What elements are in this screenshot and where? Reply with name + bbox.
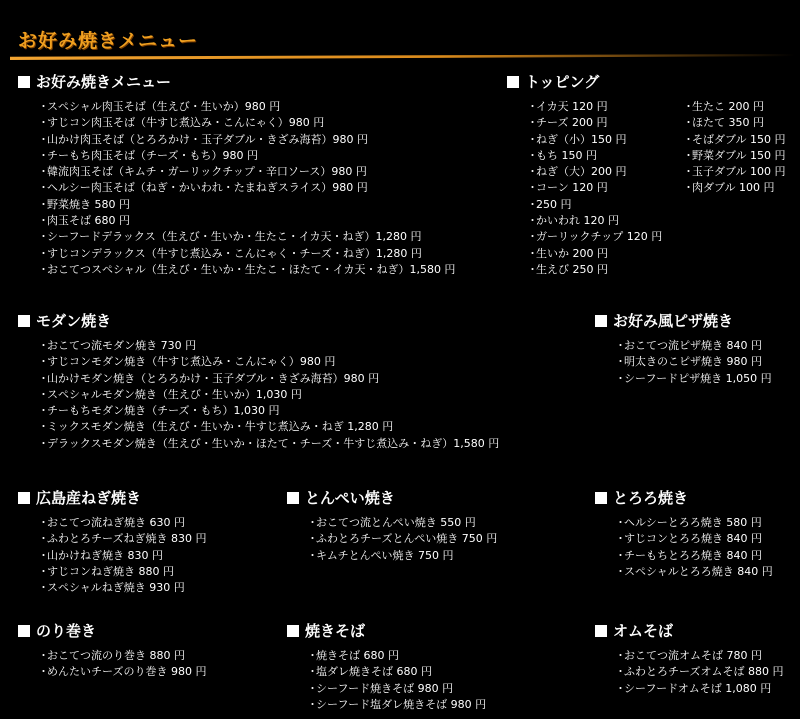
bullet-dot: ・: [615, 516, 626, 529]
menu-item: [527, 262, 662, 278]
bullet-dot: ・: [38, 355, 49, 369]
menu-item: [38, 580, 206, 596]
bullet-dot: ・: [683, 181, 694, 195]
menu-item: [38, 115, 455, 131]
menu-item-label: 肉ダブル 100 円: [692, 181, 775, 195]
menu-item-label: ふわとろチーズとんぺい焼き 750 円: [316, 532, 498, 546]
menu-item-label: チーもち肉玉そば（チーズ・もち）980 円: [47, 148, 258, 162]
bullet-dot: ・: [683, 165, 694, 179]
menu-item: [527, 132, 662, 148]
menu-item: [38, 354, 499, 370]
square-bullet-icon: [18, 76, 30, 88]
bullet-dot: ・: [307, 548, 318, 562]
section-pizza: [595, 311, 733, 331]
menu-item-label: おこてつ流モダン焼き 730 円: [47, 339, 197, 352]
section-title: お好み風ピザ焼き: [613, 312, 734, 330]
menu-item: [615, 681, 783, 697]
menu-item-label: すじコンデラックス（牛すじ煮込み・こんにゃく・チーズ・ねぎ）1,280 円: [47, 246, 422, 260]
menu-item-label: もち 150 円: [536, 148, 597, 162]
item-list-norimaki: [38, 648, 206, 681]
section-title: のり巻き: [36, 622, 97, 640]
bullet-dot: ・: [307, 681, 318, 695]
menu-item-label: ヘルシーとろろ焼き 580 円: [624, 516, 762, 529]
menu-item: [307, 681, 486, 697]
menu-item-label: シーフード塩ダレ焼きそば 980 円: [316, 697, 487, 711]
menu-item: [615, 531, 773, 547]
menu-item: [38, 180, 455, 196]
menu-item: [683, 164, 786, 180]
menu-item-label: かいわれ 120 円: [536, 214, 619, 228]
menu-item: [38, 648, 206, 664]
menu-item-label: おこてつ流ねぎ焼き 630 円: [47, 516, 185, 529]
menu-item: [38, 229, 455, 245]
bullet-dot: ・: [38, 548, 49, 562]
bullet-dot: ・: [38, 581, 49, 595]
section-hiroshima: [18, 488, 141, 508]
menu-item-label: イカ天 120 円: [536, 100, 608, 113]
bullet-dot: ・: [683, 116, 694, 130]
menu-item-label: 塩ダレ焼きそば 680 円: [316, 665, 432, 679]
menu-item: [307, 548, 497, 564]
menu-item: [38, 164, 455, 180]
menu-item: [38, 548, 206, 564]
page-title: お好み焼きメニュー: [18, 30, 199, 52]
bullet-dot: ・: [615, 548, 626, 562]
menu-item-label: 明太きのこピザ焼き 980 円: [624, 355, 762, 369]
bullet-dot: ・: [527, 116, 538, 130]
bullet-dot: ・: [38, 436, 49, 450]
menu-item: [38, 371, 499, 387]
menu-item: [38, 436, 499, 452]
menu-item-label: 肉玉そば 680 円: [47, 214, 130, 228]
menu-item-label: 生たこ 200 円: [692, 100, 764, 113]
menu-item-label: 山かけねぎ焼き 830 円: [47, 548, 163, 562]
bullet-dot: ・: [38, 420, 49, 434]
item-list-okonomiyaki: [38, 99, 455, 278]
bullet-dot: ・: [527, 197, 538, 211]
menu-item-label: 山かけモダン焼き（とろろかけ・玉子ダブル・きざみ海苔）980 円: [47, 371, 380, 385]
bullet-dot: ・: [683, 148, 694, 162]
bullet-dot: ・: [38, 132, 49, 146]
menu-item: [307, 531, 497, 547]
bullet-dot: ・: [615, 649, 626, 662]
menu-item-label: ふわとろチーズオムそば 880 円: [624, 665, 784, 679]
bullet-dot: ・: [615, 339, 626, 352]
bullet-dot: ・: [615, 564, 626, 578]
item-list-yakisoba: [307, 648, 486, 713]
section-norimaki: [18, 621, 96, 641]
item-list-modern: [38, 338, 499, 452]
square-bullet-icon: [18, 315, 30, 327]
menu-item-label: すじコン肉玉そば（牛すじ煮込み・こんにゃく）980 円: [47, 116, 325, 130]
bullet-dot: ・: [38, 262, 49, 276]
menu-item: [527, 164, 662, 180]
menu-item: [38, 564, 206, 580]
bullet-dot: ・: [38, 665, 49, 679]
menu-item-label: ミックスモダン焼き（生えび・生いか・牛すじ煮込み・ねぎ 1,280 円: [47, 420, 394, 434]
bullet-dot: ・: [38, 116, 49, 130]
section-title: とんぺい焼き: [305, 489, 395, 507]
bullet-dot: ・: [615, 355, 626, 369]
menu-item: [307, 664, 486, 680]
bullet-dot: ・: [38, 387, 49, 401]
menu-item: [38, 197, 455, 213]
menu-item: [527, 246, 662, 262]
menu-item-label: シーフードオムそば 1,080 円: [624, 681, 772, 695]
item-list-pizza: [615, 338, 772, 387]
section-title: 広島産ねぎ焼き: [36, 489, 142, 507]
bullet-dot: ・: [527, 132, 538, 146]
menu-item-label: シーフードピザ焼き 1,050 円: [624, 371, 772, 385]
bullet-dot: ・: [307, 665, 318, 679]
menu-item-label: おこてつ流のり巻き 880 円: [47, 649, 185, 662]
section-title: オムそば: [613, 622, 674, 640]
menu-item-label: ガーリックチップ 120 円: [536, 230, 663, 244]
menu-item: [683, 148, 786, 164]
bullet-dot: ・: [527, 165, 538, 179]
bullet-dot: ・: [38, 100, 49, 113]
menu-item-label: コーン 120 円: [536, 181, 608, 195]
menu-item-label: すじコンモダン焼き（牛すじ煮込み・こんにゃく）980 円: [47, 355, 336, 369]
menu-item-label: スペシャルモダン焼き（生えび・生いか）1,030 円: [47, 387, 302, 401]
square-bullet-icon: [287, 625, 299, 637]
menu-item: [527, 213, 662, 229]
menu-item: [615, 648, 783, 664]
item-list-hiroshima: [38, 515, 206, 596]
menu-item: [38, 262, 455, 278]
menu-item-label: ほたて 350 円: [692, 116, 764, 130]
bullet-dot: ・: [527, 148, 538, 162]
bullet-dot: ・: [38, 165, 49, 179]
square-bullet-icon: [18, 492, 30, 504]
section-title: とろろ焼き: [613, 489, 689, 507]
menu-item: [615, 371, 772, 387]
section-title: 焼きそば: [305, 622, 366, 640]
menu-item: [527, 148, 662, 164]
bullet-dot: ・: [38, 404, 49, 418]
bullet-dot: ・: [38, 564, 49, 578]
menu-item: [527, 229, 662, 245]
menu-item: [307, 648, 486, 664]
bullet-dot: ・: [38, 181, 49, 195]
menu-item-label: おこてつ流オムそば 780 円: [624, 649, 762, 662]
menu-item-label: ねぎ（小）150 円: [536, 132, 627, 146]
menu-item-label: めんたいチーズのり巻き 980 円: [47, 665, 207, 679]
bullet-dot: ・: [38, 230, 49, 244]
menu-item-label: ねぎ（大）200 円: [536, 165, 627, 179]
menu-item: [38, 132, 455, 148]
item-list-tororo: [615, 515, 773, 580]
menu-item-label: すじコンとろろ焼き 840 円: [624, 532, 762, 546]
bullet-dot: ・: [38, 532, 49, 546]
menu-item: [307, 515, 497, 531]
square-bullet-icon: [595, 625, 607, 637]
bullet-dot: ・: [307, 532, 318, 546]
menu-item: [527, 115, 662, 131]
bullet-dot: ・: [38, 339, 49, 352]
bullet-dot: ・: [527, 100, 538, 113]
menu-item: [527, 99, 662, 115]
menu-item-label: 野菜焼き 580 円: [47, 197, 130, 211]
bullet-dot: ・: [307, 697, 318, 711]
menu-item-label: ヘルシー肉玉そば（ねぎ・かいわれ・たまねぎスライス）980 円: [47, 181, 368, 195]
section-omusoba: [595, 621, 673, 641]
bullet-dot: ・: [527, 262, 538, 276]
menu-item: [38, 99, 455, 115]
item-list-tonpei: [307, 515, 497, 564]
bullet-dot: ・: [307, 516, 318, 529]
square-bullet-icon: [595, 315, 607, 327]
page-header: [0, 0, 800, 64]
menu-item: [615, 354, 772, 370]
bullet-dot: ・: [615, 532, 626, 546]
bullet-dot: ・: [527, 181, 538, 195]
section-modern: [18, 311, 111, 331]
menu-item-label: シーフード焼きそば 980 円: [316, 681, 454, 695]
square-bullet-icon: [18, 625, 30, 637]
menu-item: [38, 515, 206, 531]
bullet-dot: ・: [38, 516, 49, 529]
menu-item-label: スペシャルとろろ焼き 840 円: [624, 564, 773, 578]
menu-item: [38, 419, 499, 435]
bullet-dot: ・: [307, 649, 318, 662]
menu-item-label: 250 円: [536, 197, 572, 211]
menu-item: [615, 548, 773, 564]
header-brush-line: [10, 54, 795, 60]
square-bullet-icon: [507, 76, 519, 88]
item-list-topping-right: [683, 99, 786, 197]
menu-item-label: チーズ 200 円: [536, 116, 608, 130]
menu-item-label: おこてつスペシャル（生えび・生いか・生たこ・ほたて・イカ天・ねぎ）1,580 円: [47, 262, 456, 276]
bullet-dot: ・: [38, 371, 49, 385]
menu-item-label: おこてつ流とんぺい焼き 550 円: [316, 516, 476, 529]
menu-item-label: チーもちモダン焼き（チーズ・もち）1,030 円: [47, 404, 280, 418]
menu-item-label: 野菜ダブル 150 円: [692, 148, 786, 162]
bullet-dot: ・: [38, 649, 49, 662]
menu-item: [307, 697, 486, 713]
bullet-dot: ・: [38, 197, 49, 211]
menu-item-label: ふわとろチーズねぎ焼き 830 円: [47, 532, 207, 546]
menu-item: [615, 664, 783, 680]
section-topping: [507, 72, 599, 92]
menu-item-label: スペシャルねぎ焼き 930 円: [47, 581, 185, 595]
menu-item-label: デラックスモダン焼き（生えび・生いか・ほたて・チーズ・牛すじ煮込み・ねぎ）1,580 円: [47, 436, 500, 450]
item-list-omusoba: [615, 648, 783, 697]
square-bullet-icon: [287, 492, 299, 504]
menu-item: [38, 148, 455, 164]
menu-item: [683, 99, 786, 115]
bullet-dot: ・: [527, 230, 538, 244]
section-title: トッピング: [525, 73, 600, 91]
bullet-dot: ・: [38, 148, 49, 162]
section-title: お好み焼きメニュー: [36, 73, 172, 91]
menu-item-label: 山かけ肉玉そば（とろろかけ・玉子ダブル・きざみ海苔）980 円: [47, 132, 369, 146]
section-title: モダン焼き: [36, 312, 112, 330]
menu-item: [683, 115, 786, 131]
bullet-dot: ・: [615, 665, 626, 679]
menu-item: [683, 132, 786, 148]
menu-item-label: すじコンねぎ焼き 880 円: [47, 564, 174, 578]
menu-item: [683, 180, 786, 196]
menu-item-label: キムチとんぺい焼き 750 円: [316, 548, 454, 562]
menu-item: [38, 387, 499, 403]
section-yakisoba: [287, 621, 365, 641]
menu-item: [38, 338, 499, 354]
menu-item-label: チーもちとろろ焼き 840 円: [624, 548, 762, 562]
bullet-dot: ・: [527, 214, 538, 228]
bullet-dot: ・: [683, 132, 694, 146]
section-tororo: [595, 488, 688, 508]
menu-item: [615, 338, 772, 354]
menu-item: [527, 197, 662, 213]
menu-item-label: 玉子ダブル 100 円: [692, 165, 786, 179]
bullet-dot: ・: [615, 681, 626, 695]
menu-item-label: そばダブル 150 円: [692, 132, 786, 146]
bullet-dot: ・: [38, 246, 49, 260]
bullet-dot: ・: [683, 100, 694, 113]
bullet-dot: ・: [615, 371, 626, 385]
item-list-topping-left: [527, 99, 662, 278]
menu-item: [615, 564, 773, 580]
menu-item: [38, 246, 455, 262]
bullet-dot: ・: [527, 246, 538, 260]
menu-item-label: 韓流肉玉そば（キムチ・ガーリックチップ・辛口ソース）980 円: [47, 165, 367, 179]
menu-item: [615, 515, 773, 531]
menu-item-label: 生えび 250 円: [536, 262, 608, 276]
menu-item: [38, 531, 206, 547]
section-okonomiyaki: [18, 72, 171, 92]
menu-item-label: おこてつ流ピザ焼き 840 円: [624, 339, 762, 352]
menu-item: [527, 180, 662, 196]
menu-item-label: 生いか 200 円: [536, 246, 608, 260]
square-bullet-icon: [595, 492, 607, 504]
menu-item-label: スペシャル肉玉そば（生えび・生いか）980 円: [47, 100, 281, 113]
section-tonpei: [287, 488, 395, 508]
menu-item: [38, 403, 499, 419]
menu-item: [38, 664, 206, 680]
menu-item-label: 焼きそば 680 円: [316, 649, 399, 662]
menu-item-label: シーフードデラックス（生えび・生いか・生たこ・イカ天・ねぎ）1,280 円: [47, 230, 422, 244]
menu-item: [38, 213, 455, 229]
bullet-dot: ・: [38, 214, 49, 228]
